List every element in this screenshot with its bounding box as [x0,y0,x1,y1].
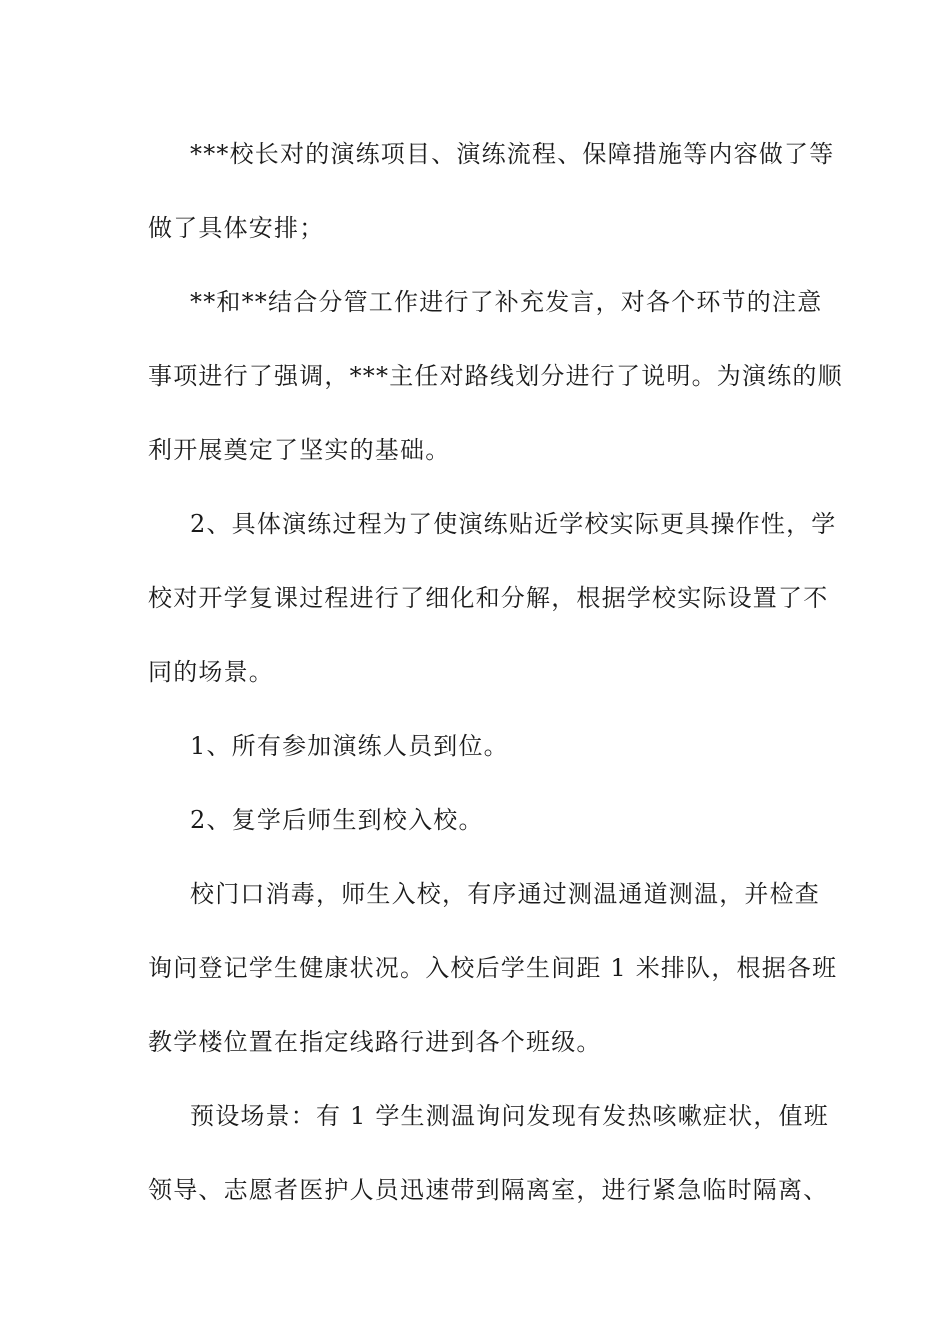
text-line-4: 事项进行了强调，***主任对路线划分进行了说明。为演练的顺 [148,362,843,390]
text-line-9: 1、所有参加演练人员到位。 [190,732,509,760]
text-line-11: 校门口消毒，师生入校，有序通过测温通道测温，并检查 [190,880,820,908]
text-line-10: 2、复学后师生到校入校。 [190,806,484,834]
text-line-8: 同的场景。 [148,658,274,686]
text-line-7: 校对开学复课过程进行了细化和分解，根据学校实际设置了不 [148,584,829,612]
text-line-2: 做了具体安排； [148,214,325,242]
text-line-5: 利开展奠定了坚实的基础。 [148,436,451,464]
text-line-1: ***校长对的演练项目、演练流程、保障措施等内容做了等 [190,140,835,168]
text-line-6: 2、具体演练过程为了使演练贴近学校实际更具操作性，学 [190,510,837,538]
text-line-15: 领导、志愿者医护人员迅速带到隔离室，进行紧急临时隔离、 [148,1176,829,1204]
text-line-14: 预设场景：有 1 学生测温询问发现有发热咳嗽症状，值班 [190,1102,829,1130]
text-line-13: 教学楼位置在指定线路行进到各个班级。 [148,1028,602,1056]
text-line-3: **和**结合分管工作进行了补充发言，对各个环节的注意 [190,288,823,316]
text-line-12: 询问登记学生健康状况。入校后学生间距 1 米排队，根据各班 [148,954,838,982]
